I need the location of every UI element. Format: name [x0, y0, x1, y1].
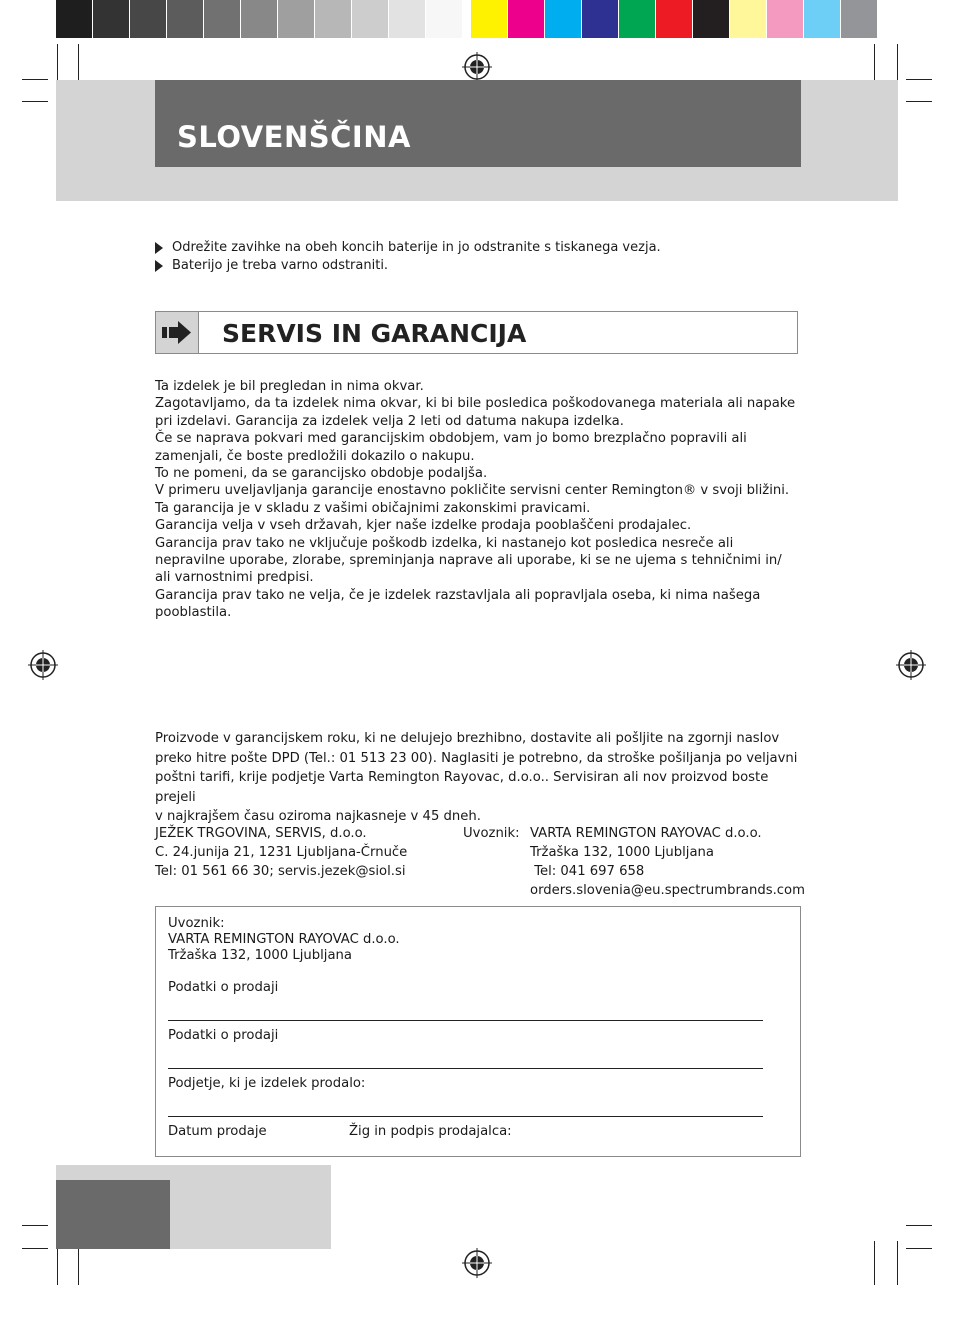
sales-data-line[interactable]	[168, 1068, 763, 1069]
crop-mark	[906, 101, 932, 102]
color-swatch	[426, 0, 463, 38]
warranty-form	[155, 906, 801, 1157]
text-line: JEŽEK TRGOVINA, SERVIS, d.o.o.	[155, 826, 367, 841]
text-line: Tržaška 132, 1000 Ljubljana	[530, 845, 714, 860]
date-label: Datum prodaje	[168, 1124, 267, 1139]
triangle-bullet-icon	[155, 242, 163, 254]
text-line: Ta izdelek je bil pregledan in nima okvar.	[155, 379, 424, 394]
color-swatch	[389, 0, 426, 38]
crop-mark	[22, 1248, 48, 1249]
color-swatch	[804, 0, 841, 38]
seller-company-line[interactable]	[168, 1116, 763, 1117]
text-line: Tel: 01 561 66 30; servis.jezek@siol.si	[155, 864, 406, 879]
form-field-label: Podatki o prodaji	[168, 980, 279, 995]
text-line: Proizvode v garancijskem roku, ki ne delujejo brezhibno, dostavite ali pošljite na zgornji naslov	[155, 731, 780, 746]
section-header	[155, 311, 798, 354]
bullet-text: Baterijo je treba varno odstraniti.	[172, 258, 389, 273]
crop-mark	[906, 1248, 932, 1249]
color-swatch	[241, 0, 278, 38]
registration-mark-icon	[28, 650, 58, 680]
color-calibration-bar	[56, 0, 898, 40]
crop-mark	[906, 79, 932, 80]
crop-mark	[22, 101, 48, 102]
text-line: C. 24.junija 21, 1231 Ljubljana-Črnuče	[155, 845, 408, 860]
text-line: nepravilne uporabe, zlorabe, spreminjanja naprave ali uporabe, ki se ne ujema s tehničnimi in/	[155, 553, 782, 569]
color-swatch	[93, 0, 130, 38]
sales-data-line[interactable]	[168, 1020, 763, 1021]
color-swatch	[352, 0, 389, 38]
color-swatch	[56, 0, 93, 38]
text-line: preko hitre pošte DPD (Tel.: 01 513 23 00). Naglasiti je potrebno, da stroške pošiljanja po veljavni	[155, 750, 798, 766]
crop-mark	[22, 1225, 48, 1226]
text-line: Garancija prav tako ne vključuje poškodb izdelka, ki nastanejo kot posledica nesreče ali	[155, 535, 734, 551]
color-swatch	[204, 0, 241, 38]
list-item	[155, 240, 661, 255]
text-line: pri izdelavi. Garancija za izdelek velja 2 leti od datuma nakupa izdelka.	[155, 413, 624, 429]
color-swatch	[767, 0, 804, 38]
color-swatch	[841, 0, 878, 38]
crop-mark	[897, 1241, 898, 1285]
page-title: SLOVENŠČINA	[177, 120, 411, 154]
importer-address	[530, 824, 805, 900]
procedure-text	[155, 729, 805, 827]
swatch-gap	[463, 0, 471, 40]
form-field-label: Podatki o prodaji	[168, 1028, 279, 1043]
form-field-label: Podjetje, ki je izdelek prodalo:	[168, 1076, 366, 1091]
text-line: Če se naprava pokvari med garancijskim obdobjem, vam jo bomo brezplačno popravili ali	[155, 431, 747, 447]
color-swatch	[582, 0, 619, 38]
color-swatch	[619, 0, 656, 38]
color-swatch	[315, 0, 352, 38]
importer-label: Uvoznik:	[463, 826, 520, 841]
color-swatch	[130, 0, 167, 38]
color-swatch	[278, 0, 315, 38]
section-title: SERVIS IN GARANCIJA	[222, 319, 527, 348]
color-swatch	[508, 0, 545, 38]
crop-mark	[22, 79, 48, 80]
text-line: Garancija prav tako ne velja, če je izdelek razstavljala ali popravljala oseba, ki nima našega	[155, 587, 761, 603]
text-line: pooblastila.	[155, 605, 232, 621]
text-line: Ta garancija je v skladu z vašimi običajnimi zakonskimi pravicami.	[155, 500, 591, 516]
color-swatch	[471, 0, 508, 38]
text-line: Tel: 041 697 658	[530, 864, 645, 879]
registration-mark-icon	[462, 52, 492, 82]
stamp-signature-label: Žig in podpis prodajalca:	[349, 1124, 512, 1139]
crop-mark	[906, 1225, 932, 1226]
text-line: ali varnostnimi predpisi.	[155, 570, 314, 586]
form-importer-address: Tržaška 132, 1000 Ljubljana	[168, 948, 352, 963]
arrow-icon-cell	[156, 312, 199, 353]
text-line: V primeru uveljavljanja garancije enostavno pokličite servisni center Remington® v svoji bližini.	[155, 483, 790, 499]
registration-mark-icon	[896, 650, 926, 680]
bullet-text: Odrežite zavihke na obeh koncih baterije in jo odstranite s tiskanega vezja.	[172, 240, 661, 255]
color-swatch	[693, 0, 730, 38]
color-swatch	[167, 0, 204, 38]
footer-page-tab	[56, 1180, 170, 1249]
text-line: To ne pomeni, da se garancijsko obdobje podaljša.	[155, 466, 488, 482]
form-importer-label: Uvoznik:	[168, 916, 225, 931]
arrow-right-icon	[156, 312, 199, 353]
form-importer-name: VARTA REMINGTON RAYOVAC d.o.o.	[168, 932, 400, 947]
text-line: orders.slovenia@eu.spectrumbrands.com	[530, 883, 805, 898]
text-line: Zagotavljamo, da ta izdelek nima okvar, ki bi bile posledica poškodovanega materiala ali napake	[155, 396, 796, 412]
service-address	[155, 824, 407, 881]
color-swatch	[545, 0, 582, 38]
registration-mark-icon	[462, 1248, 492, 1278]
color-swatch	[656, 0, 693, 38]
text-line: zamenjali, če boste predložili dokazilo o nakupu.	[155, 448, 475, 464]
text-line: VARTA REMINGTON RAYOVAC d.o.o.	[530, 826, 762, 841]
text-line: v najkrajšem času oziroma najkasneje v 45 dneh.	[155, 809, 481, 824]
triangle-bullet-icon	[155, 260, 163, 272]
crop-mark	[874, 1241, 875, 1285]
list-item	[155, 258, 388, 273]
text-line: Garancija velja v vseh državah, kjer naše izdelke prodaja pooblaščeni prodajalec.	[155, 518, 692, 534]
color-swatch	[730, 0, 767, 38]
warranty-text	[155, 378, 805, 622]
text-line: poštni tarifi, krije podjetje Varta Remington Rayovac, d.o.o.. Servisiran ali nov proizvod boste prejeli	[155, 770, 769, 805]
